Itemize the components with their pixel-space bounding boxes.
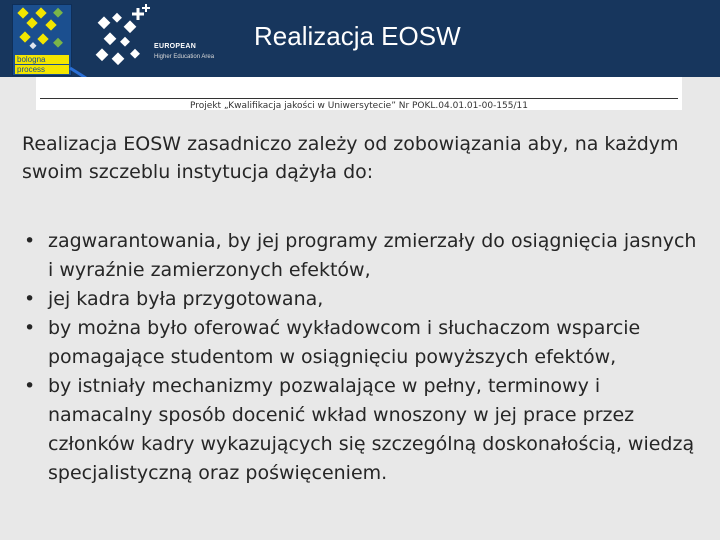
list-item	[22, 285, 706, 314]
bullet-text: by istniały mechanizmy pozwalające w pełny, terminowy i namacalny sposób docenić wkład wnoszony w jej prace przez członków kadry wykazujących się szczególną doskonałością, wiedzą specjalistyczną oraz poświęceniem.	[48, 375, 695, 484]
project-divider	[40, 98, 678, 99]
list-item	[22, 372, 706, 488]
bologna-word-1: bologna	[15, 55, 69, 64]
ehea-line-1: EUROPEAN	[154, 43, 197, 50]
ehea-logo-text	[154, 42, 214, 62]
bologna-process-logo	[12, 4, 72, 76]
list-item	[22, 314, 706, 372]
ehea-logo-icon	[92, 4, 152, 74]
project-strip	[36, 77, 682, 110]
bullet-icon: •	[24, 230, 36, 252]
intro-paragraph: Realizacja EOSW zasadniczo zależy od zobowiązania aby, na każdym swoim szczeblu instytucja dążyła do:	[22, 133, 679, 183]
list-item	[22, 227, 706, 285]
bullet-text: jej kadra była przygotowana,	[48, 288, 324, 310]
ehea-line-2: Higher Education Area	[154, 54, 215, 60]
bullet-list	[22, 227, 706, 488]
bologna-pattern-icon	[17, 7, 67, 53]
bullet-icon: •	[24, 375, 36, 397]
bullet-text: zagwarantowania, by jej programy zmierzały do osiągnięcia jasnych i wyraźnie zamierzonych efektów,	[48, 230, 697, 281]
bologna-word-2: process	[15, 65, 69, 74]
project-caption: Projekt „Kwalifikacja jakości w Uniwersytecie” Nr POKL.04.01.01-00-155/11	[190, 101, 528, 111]
bullet-icon: •	[24, 317, 36, 339]
slide-title: Realizacja EOSW	[254, 21, 461, 51]
bullet-text: by można było oferować wykładowcom i słuchaczom wsparcie pomagające studentom w osiągnięciu powyższych efektów,	[48, 317, 641, 368]
bullet-icon: •	[24, 288, 36, 310]
